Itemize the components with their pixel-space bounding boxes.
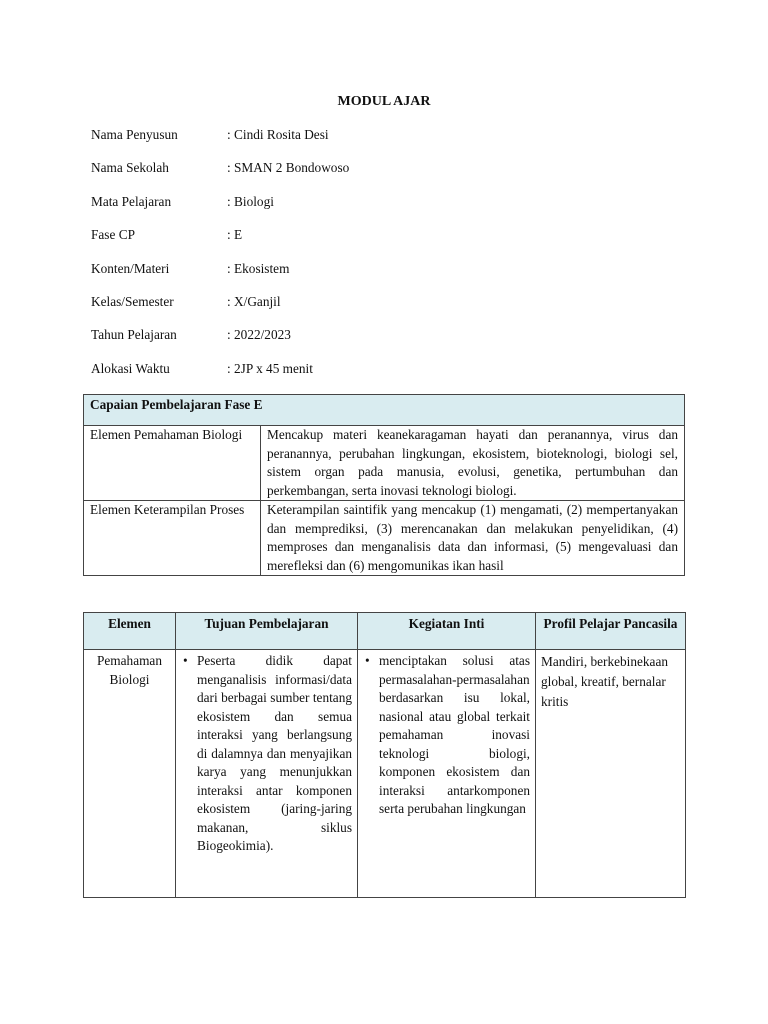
capaian-heading: Capaian Pembelajaran Fase E: [84, 395, 685, 426]
identity-label: Nama Sekolah: [91, 160, 169, 176]
identity-label: Tahun Pelajaran: [91, 327, 177, 343]
identity-row: [91, 261, 349, 294]
capaian-element-label: Elemen Pemahaman Biologi: [84, 426, 261, 501]
identity-row: [91, 194, 349, 227]
column-header: Kegiatan Inti: [358, 613, 536, 650]
table-row: [84, 426, 685, 501]
elemen-cell: Pemahaman Biologi: [84, 650, 176, 898]
profil-cell: Mandiri, berkebinekaan global, kreatif, bernalar kritis: [536, 650, 686, 898]
identity-value: : Cindi Rosita Desi: [227, 127, 329, 142]
identity-row: [91, 327, 349, 360]
identity-label: Nama Penyusun: [91, 127, 178, 142]
column-header: Tujuan Pembelajaran: [176, 613, 358, 650]
identity-row: [91, 227, 349, 260]
list-item: • menciptakan solusi atas permasalahan-permasalahan berdasarkan isu lokal, nasional atau global terkait pemahaman inovasi teknologi biologi, komponen ekosistem dan interaksi antarkomponen serta perubahan lingkungan: [363, 652, 530, 819]
identity-value: : 2022/2023: [227, 327, 291, 343]
identity-label: Fase CP: [91, 227, 135, 243]
capaian-element-text: Mencakup materi keanekaragaman hayati dan peranannya, virus dan peranannya, perubahan lingkungan, ekosistem, bioteknologi, biologi sel, sistem organ pada manusia, evolusi, genetika, pertumbuhan dan perkembangan, serta inovasi teknologi biologi.: [261, 426, 685, 501]
tujuan-cell: [176, 650, 358, 898]
identity-row: [91, 160, 349, 193]
identity-label: Kelas/Semester: [91, 293, 174, 309]
identity-value: : 2JP x 45 menit: [227, 360, 313, 376]
kegiatan-cell: [358, 650, 536, 898]
identity-row: [91, 361, 349, 394]
document-title: MODUL AJAR: [337, 94, 431, 109]
table-row: [84, 501, 685, 576]
identity-value: : Ekosistem: [227, 260, 290, 276]
table-row: [84, 650, 686, 898]
capaian-element-label: Elemen Keterampilan Proses: [84, 501, 261, 576]
identity-value: : E: [227, 227, 243, 243]
identity-list: [91, 127, 349, 394]
capaian-table: [83, 394, 685, 576]
identity-label: Alokasi Waktu: [91, 360, 170, 376]
column-header: Profil Pelajar Pancasila: [536, 613, 686, 650]
identity-row: [91, 294, 349, 327]
identity-value: : X/Ganjil: [227, 293, 281, 309]
table-header-row: [84, 613, 686, 650]
column-header: Elemen: [84, 613, 176, 650]
capaian-element-text: Keterampilan saintifik yang mencakup (1) mengamati, (2) mempertanyakan dan memprediksi, (3) merencanakan dan melakukan penyelidikan, (4) memproses dan menganalisis data dan informasi, (5) mengevaluasi dan merefleksi dan (6) mengomunikas ikan hasil: [261, 501, 685, 576]
identity-label: Mata Pelajaran: [91, 193, 172, 209]
identity-row: [91, 127, 349, 160]
learning-plan-table: [83, 612, 686, 898]
identity-value: : Biologi: [227, 193, 274, 209]
identity-label: Konten/Materi: [91, 260, 170, 276]
list-item: • Peserta didik dapat menganalisis informasi/data dari berbagai sumber tentang ekosistem dan semua interaksi yang berlangsung di dalamnya dan menyajikan karya yang menunjukkan interaksi antar komponen ekosistem (jaring-jaring makanan, siklus Biogeokimia).: [181, 652, 352, 856]
identity-value: : SMAN 2 Bondowoso: [227, 160, 350, 176]
